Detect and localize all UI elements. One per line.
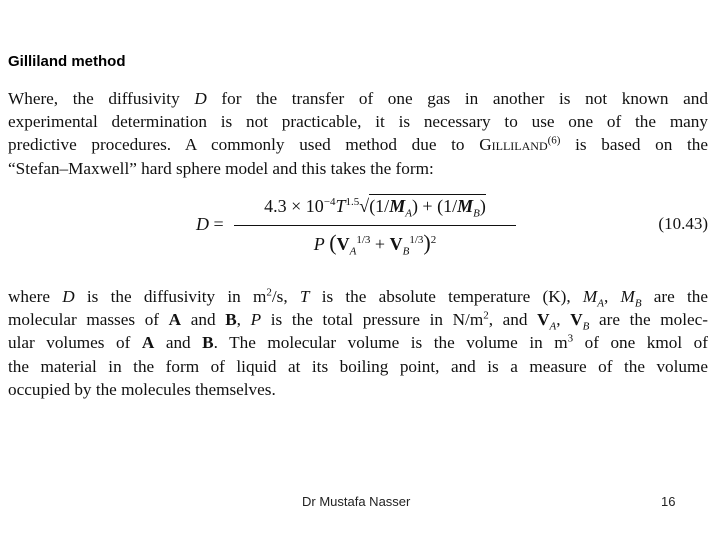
intro-line-2: experimental determination is not practicable, it is necessary to use one of the many	[8, 112, 708, 132]
def-line-4: the material in the form of liquid at its boiling point, and is a measure of the volume	[8, 356, 708, 376]
page-number: 16	[661, 494, 676, 509]
definitions-paragraph	[8, 285, 708, 401]
def-line-5: occupied by the molecules themselves.	[8, 379, 276, 399]
intro-line-4: “Stefan–Maxwell” hard sphere model and this takes the form:	[8, 158, 434, 178]
intro-line-3: predictive procedures. A commonly used method due to Gilliland$^{(6)}$ is based on the	[8, 134, 708, 155]
def-line-1: where D is the diffusivity in $m^2/s$, T is the absolute temperature (K), $M_A$, $M_B$ are the	[8, 286, 709, 310]
gilliland-equation	[196, 192, 708, 274]
equation-lhs: D =	[196, 214, 224, 234]
fraction-bar	[234, 225, 516, 226]
equation-numerator: $4.3 \times 10^{-4}T^{1.5}√(1/M_A) + (1/M_B)$	[264, 196, 486, 220]
def-line-3: ular volumes of A and B. The molecular volume is the volume in $m^3$ of one kmol of	[8, 332, 708, 353]
def-line-2: molecular masses of A and B, P is the total pressure in $N/m^2$, and $V_A$, $V_B$ are the molec-	[8, 309, 709, 333]
intro-line-1: Where, the diffusivity D for the transfer of one gas in another is not known and	[8, 89, 708, 108]
intro-paragraph	[8, 87, 708, 180]
equation-denominator: P $(V_A^{1/3} + V_B^{1/3})^2$	[313, 230, 437, 258]
slide-title: Gilliland method	[8, 53, 126, 70]
equation-number: (10.43)	[658, 214, 708, 233]
footer-author: Dr Mustafa Nasser	[302, 494, 411, 509]
